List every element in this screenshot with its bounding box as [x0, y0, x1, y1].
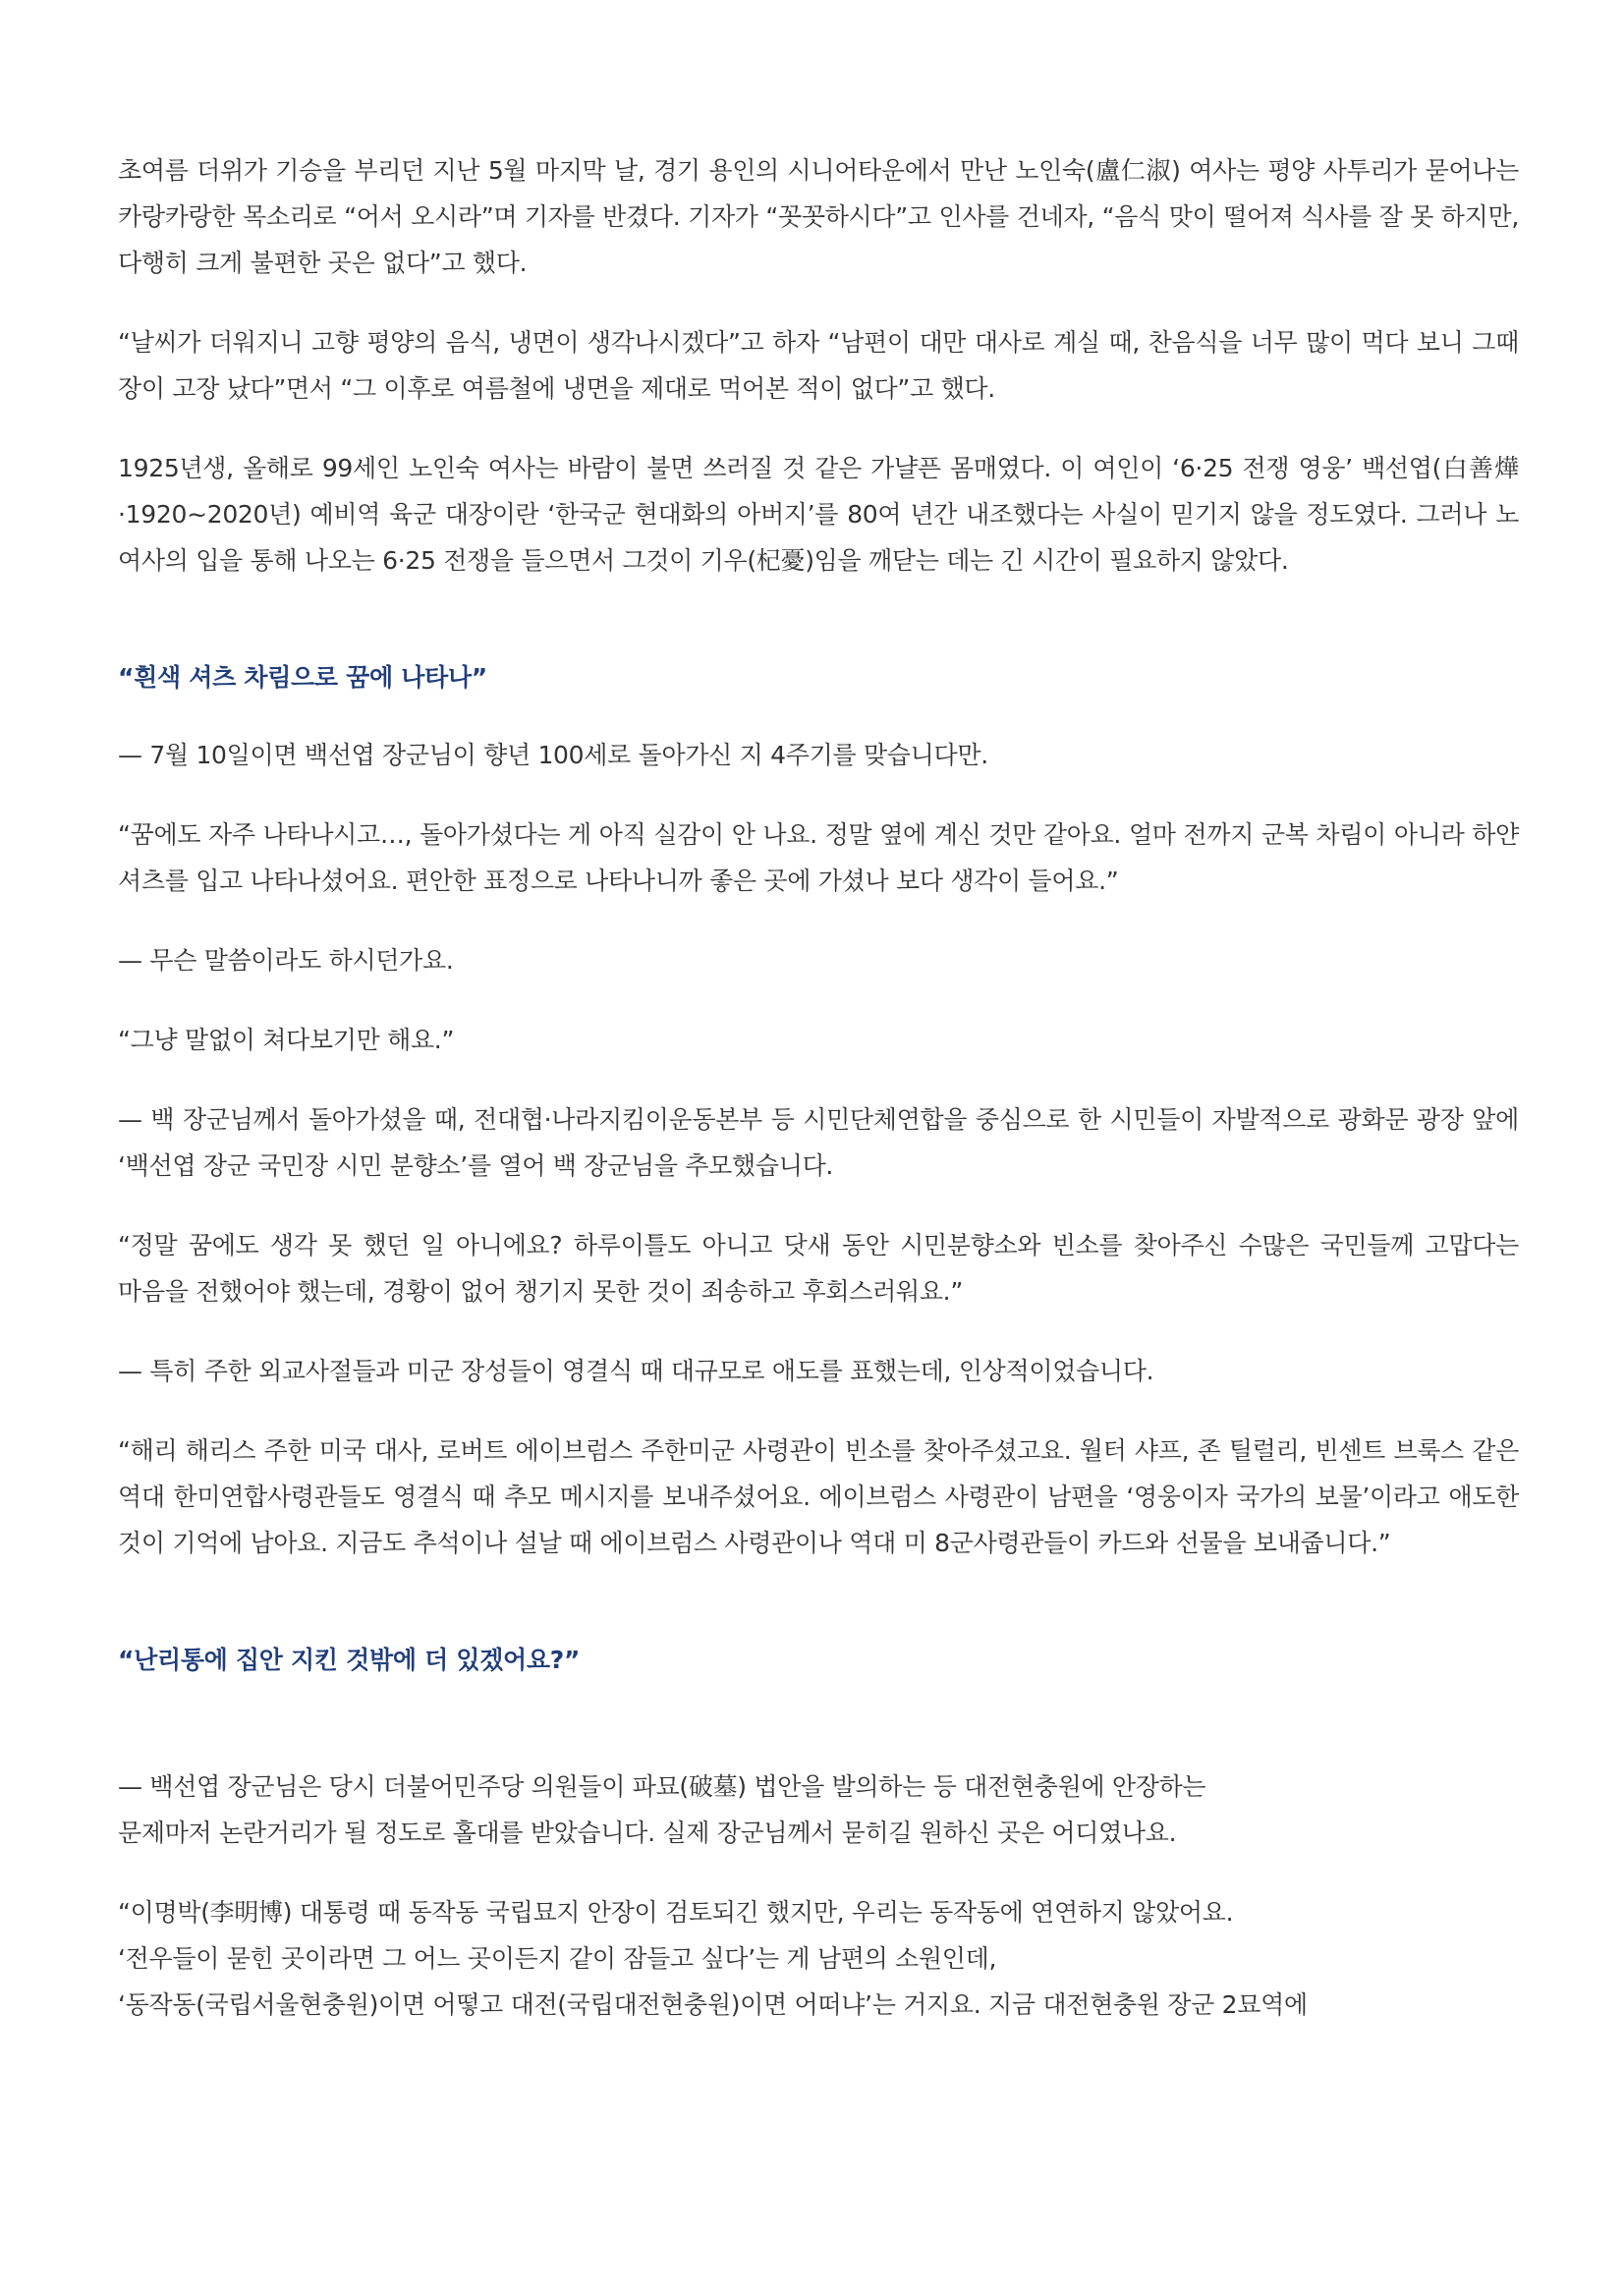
- question-paragraph: — 특히 주한 외교사절들과 미군 장성들이 영결식 때 대규모로 애도를 표했는데, 인상적이었습니다.: [118, 1357, 1154, 1385]
- intro-paragraph-2: “날씨가 더워지니 고향 평양의 음식, 냉면이 생각나시겠다”고 하자 “남편이 대만 대사로 계실 때, 찬음식을 너무 많이 먹다 보니 그때 장이 고장 났다”면서 “그 이후로 여름철에 냉면을 제대로 먹어본 적이 없다”고 했다.: [118, 328, 1519, 403]
- text-line: 문제마저 논란거리가 될 정도로 홀대를 받았습니다. 실제 장군님께서 묻히길 원하신 곳은 어디였나요.: [118, 1819, 1177, 1847]
- intro-paragraph-3: 1925년생, 올해로 99세인 노인숙 여사는 바람이 불면 쓰러질 것 같은 가냘픈 몸매였다. 이 여인이 ‘6·25 전쟁 영웅’ 백선엽(白善燁·1920~2020년) 예비역 육군 대장이란 ‘한국군 현대화의 아버지’를 80여 년간 내조했다는 사실이 믿기지 않을 정도였다. 그러나 노 여사의 입을 통해 나오는 6·25 전쟁을 들으면서 그것이 기우(杞憂)임을 깨닫는 데는 긴 시간이 필요하지 않았다.: [118, 454, 1519, 575]
- spacer: [118, 584, 1519, 654]
- question-paragraph: — 무슨 말씀이라도 하시던가요.: [118, 946, 454, 975]
- answer-paragraph: [118, 1889, 1519, 2028]
- answer-paragraph: “정말 꿈에도 생각 못 했던 일 아니에요? 하루이틀도 아니고 닷새 동안 시민분향소와 빈소를 찾아주신 수많은 국민들께 고맙다는 마음을 전했어야 했는데, 경황이 없어 챙기지 못한 것이 죄송하고 후회스러워요.”: [118, 1231, 1519, 1306]
- text-line: ‘전우들이 묻힌 곳이라면 그 어느 곳이든지 같이 잠들고 싶다’는 게 남편의 소원인데,: [118, 1944, 997, 1973]
- question-paragraph: [118, 1763, 1519, 1856]
- section-heading-2: “난리통에 집안 지킨 것밖에 더 있겠어요?”: [118, 1646, 581, 1674]
- section-heading-1: “흰색 셔츠 차림으로 꿈에 나타나”: [118, 663, 487, 692]
- question-paragraph: — 백 장군님께서 돌아가셨을 때, 전대협·나라지킴이운동본부 등 시민단체연합을 중심으로 한 시민들이 자발적으로 광화문 광장 앞에 ‘백선엽 장군 국민장 시민 분향소’를 열어 백 장군님을 추모했습니다.: [118, 1105, 1519, 1180]
- text-line: ‘동작동(국립서울현충원)이면 어떻고 대전(국립대전현충원)이면 어떠냐’는 거지요. 지금 대전현충원 장군 2묘역에: [118, 1990, 1308, 2019]
- spacer: [118, 1683, 1519, 1763]
- question-paragraph: — 7월 10일이면 백선엽 장군님이 향년 100세로 돌아가신 지 4주기를 맞습니다만.: [118, 741, 988, 769]
- article-page: [118, 147, 1519, 2061]
- text-line: — 백선엽 장군님은 당시 더불어민주당 의원들이 파묘(破墓) 법안을 발의하는 등 대전현충원에 안장하는: [118, 1772, 1206, 1801]
- text-line: “이명박(李明博) 대통령 때 동작동 국립묘지 안장이 검토되긴 했지만, 우리는 동작동에 연연하지 않았어요.: [118, 1898, 1234, 1927]
- answer-paragraph: “꿈에도 자주 나타나시고…, 돌아가셨다는 게 아직 실감이 안 나요. 정말 옆에 계신 것만 같아요. 얼마 전까지 군복 차림이 아니라 하얀 셔츠를 입고 나타나셨어요. 편안한 표정으로 나타나니까 좋은 곳에 가셨나 보다 생각이 들어요.”: [118, 820, 1519, 895]
- answer-paragraph: “그냥 말없이 쳐다보기만 해요.”: [118, 1026, 455, 1054]
- intro-paragraph-1: 초여름 더위가 기승을 부리던 지난 5월 마지막 날, 경기 용인의 시니어타운에서 만난 노인숙(盧仁淑) 여사는 평양 사투리가 묻어나는 카랑카랑한 목소리로 “어서 오시라”며 기자를 반겼다. 기자가 “꼿꼿하시다”고 인사를 건네자, “음식 맛이 떨어져 식사를 잘 못 하지만, 다행히 크게 불편한 곳은 없다”고 했다.: [118, 156, 1519, 277]
- answer-paragraph: “해리 해리스 주한 미국 대사, 로버트 에이브럼스 주한미군 사령관이 빈소를 찾아주셨고요. 월터 샤프, 존 틸럴리, 빈센트 브룩스 같은 역대 한미연합사령관들도 영결식 때 추모 메시지를 보내주셨어요. 에이브럼스 사령관이 남편을 ‘영웅이자 국가의 보물’이라고 애도한 것이 기억에 남아요. 지금도 추석이나 설날 때 에이브럼스 사령관이나 역대 미 8군사령관들이 카드와 선물을 보내줍니다.”: [118, 1436, 1519, 1557]
- spacer: [118, 700, 1519, 732]
- spacer: [118, 1566, 1519, 1637]
